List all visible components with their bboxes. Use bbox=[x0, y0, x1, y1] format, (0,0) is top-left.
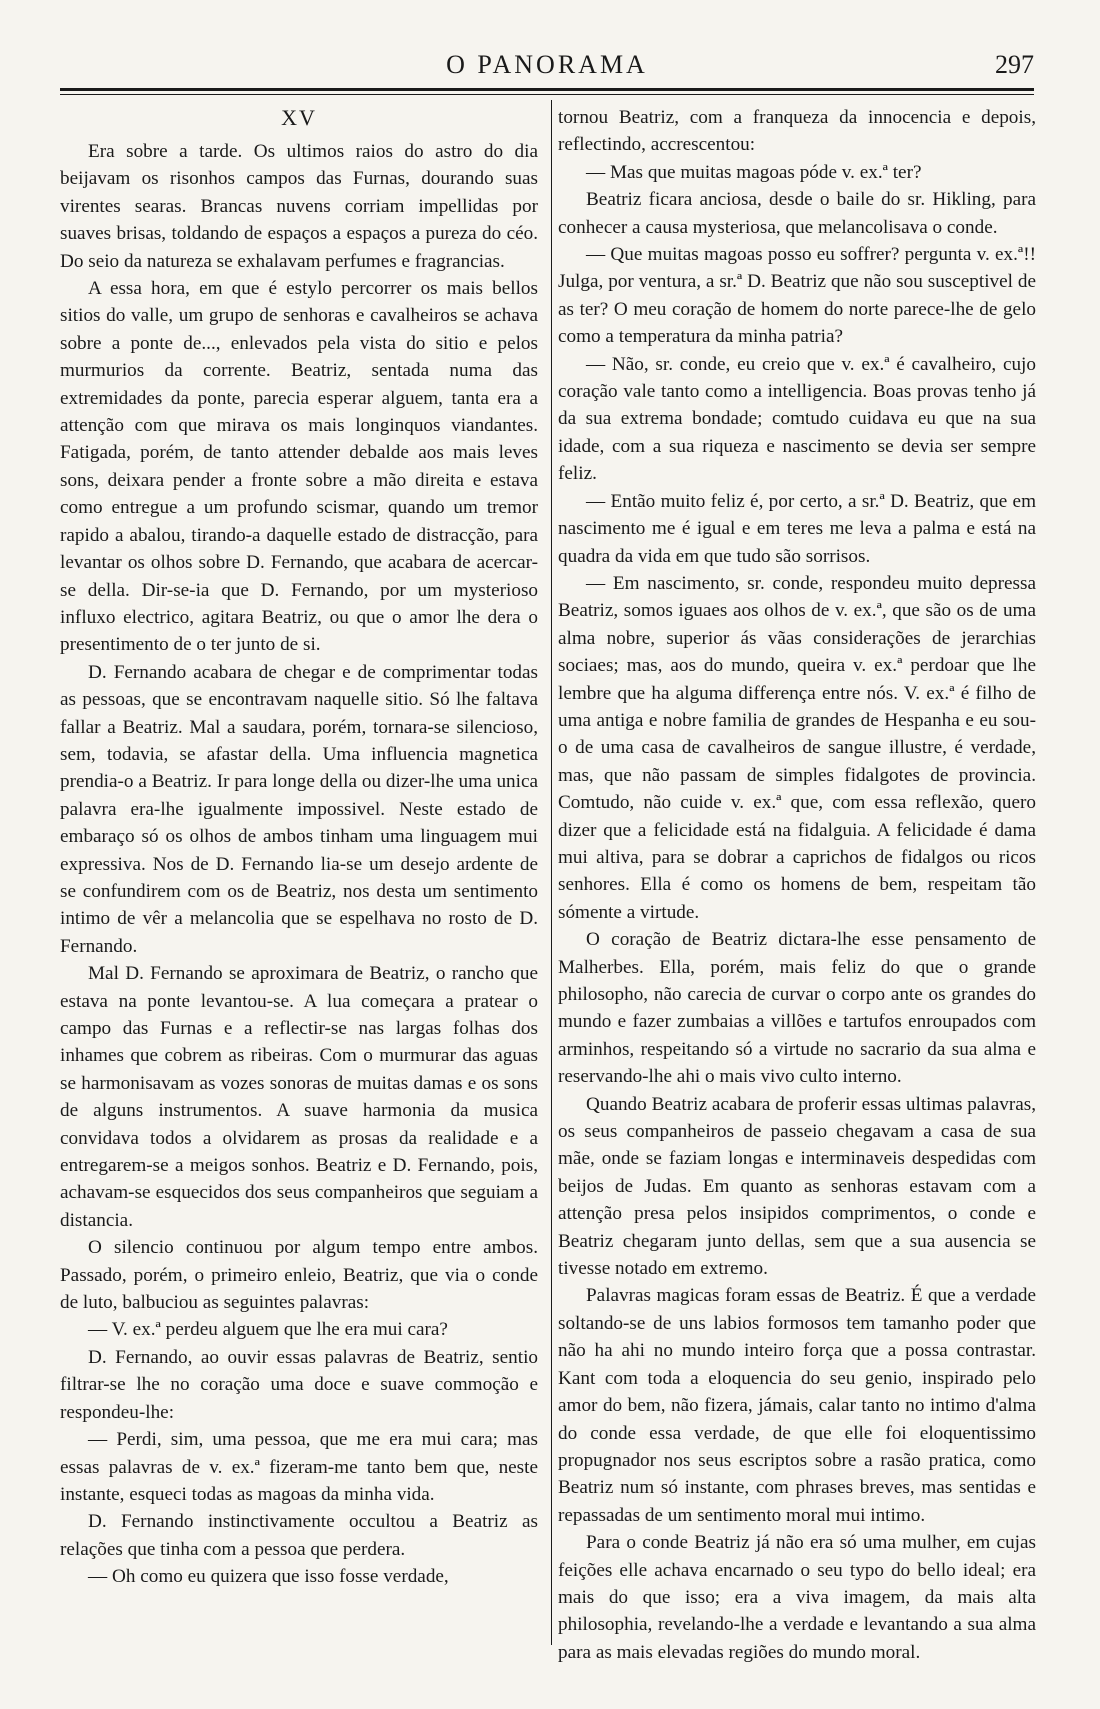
paragraph: Para o conde Beatriz já não era só uma mulher, em cujas feições elle achava encarnado o seu typo do bello ideal; era mais do que isso; era a viva imagem, da mais alta philosophia, revelando-lhe a verdade e levantando a sua alma para as mais elevadas regiões do mundo moral. bbox=[558, 1532, 1036, 1663]
header-rule-thick bbox=[60, 88, 1034, 91]
column-divider bbox=[551, 100, 552, 1645]
paragraph: O silencio continuou por algum tempo entre ambos. Passado, porém, o primeiro enleio, Beatriz, que via o conde de luto, balbuciou as seguintes palavras: bbox=[60, 1237, 538, 1314]
paragraph: Beatriz ficara anciosa, desde o baile do sr. Hikling, para conhecer a causa mysteriosa, que melancolisava o conde. bbox=[558, 189, 1036, 238]
header-rule-thin bbox=[60, 94, 1034, 95]
paragraph: D. Fernando, ao ouvir essas palavras de Beatriz, sentio filtrar-se lhe no coração uma doce e suave commoção e respondeu-lhe: bbox=[60, 1346, 538, 1423]
paragraph: — Oh como eu quizera que isso fosse verdade, bbox=[88, 1566, 449, 1588]
right-column bbox=[558, 104, 1036, 1666]
chapter-heading: XV bbox=[281, 105, 317, 130]
paragraph: — Em nascimento, sr. conde, respondeu muito depressa Beatriz, somos iguaes aos olhos de v. ex.ª, que são os de uma alma nobre, superior ás vãas considerações de jerarchias sociaes; mas, aos do mundo, queira v. ex.ª perdoar que lhe lembre que ha alguma differença entre nós. V. ex.ª é filho de uma antiga e nobre familia de grandes de Hespanha e eu sou-o de uma casa de cavalheiros de sangue illustre, é verdade, mas, que não passam de simples fidalgotes de provincia. Comtudo, não cuide v. ex.ª que, com essa reflexão, quero dizer que a felicidade está na fidalguia. A felicidade é dama mui altiva, para se dobrar a caprichos de fidalgos ou ricos senhores. Ella é como os homens de bem, respeitam tão sómente a virtude. bbox=[558, 572, 1036, 923]
left-column bbox=[60, 104, 538, 1591]
paragraph: Mal D. Fernando se aproximara de Beatriz, o rancho que estava na ponte levantou-se. A lua começara a pratear o campo das Furnas e a reflectir-se nas largas folhas dos inhames que cobrem as ribeiras. Com o murmurar das aguas se harmonisavam as vozes sonoras de muitas damas e os sons de alguns instrumentos. A suave harmonia da musica convidava todos a olvidarem as prosas da realidade e a entregarem-se a meigos sonhos. Beatriz e D. Fernando, pois, achavam-se esquecidos dos seus companheiros que seguiam a distancia. bbox=[60, 963, 538, 1231]
paragraph: tornou Beatriz, com a franqueza da innocencia e depois, reflectindo, accrescentou: bbox=[558, 107, 1036, 156]
paragraph: — V. ex.ª perdeu alguem que lhe era mui cara? bbox=[88, 1319, 448, 1341]
paragraph: A essa hora, em que é estylo percorrer os mais bellos sitios do valle, um grupo de senhoras e cavalheiros se achava sobre a ponte de..., enlevados pela vista do sitio e pelos murmurios da corrente. Beatriz, sentada numa das extremidades da ponte, parecia esperar alguem, tanta era a attenção com que mirava os mais longinquos viandantes. Fatigada, porém, de tanto attender debalde aos mais leves sons, deixara pender a fronte sobre a mão direita e estava como entregue a um profundo scismar, quando um tremor rapido a abalou, tirando-a daquelle estado de distracção, para levantar os olhos sobre D. Fernando, que acabara de acercar-se della. Dir-se-ia que D. Fernando, por um mysterioso influxo electrico, agitara Beatriz, ou que o amor lhe dera o presentimento de o ter junto de si. bbox=[60, 278, 538, 656]
publication-title: O PANORAMA bbox=[446, 50, 648, 79]
paragraph: — Então muito feliz é, por certo, a sr.ª D. Beatriz, que em nascimento me é igual e em teres me leva a palma e está na quadra da vida em que tudo são sorrisos. bbox=[558, 490, 1036, 567]
paragraph: — Que muitas magoas posso eu soffrer? pergunta v. ex.ª!! Julga, por ventura, a sr.ª D. Beatriz que não sou susceptivel de as ter? O meu coração de homem do norte parece-lhe de gelo como a temperatura da minha patria? bbox=[558, 244, 1036, 348]
paragraph: Quando Beatriz acabara de proferir essas ultimas palavras, os seus companheiros de passeio chegavam a casa de sua mãe, onde se faziam longas e interminaveis despedidas com beijos de Judas. Em quanto as senhoras estavam com a attenção presa pelos insipidos comprimentos, o conde e Beatriz chegaram junto dellas, sem que a sua ausencia se tivesse notado em extremo. bbox=[558, 1093, 1036, 1280]
paragraph: — Não, sr. conde, eu creio que v. ex.ª é cavalheiro, cujo coração vale tanto como a intelligencia. Boas provas tenho já da sua extrema bondade; comtudo cuidava eu que na sua idade, com a sua riqueza e nascimento se devia ser sempre feliz. bbox=[558, 353, 1036, 485]
paragraph: D. Fernando instinctivamente occultou a Beatriz as relações que tinha com a pessoa que perdera. bbox=[60, 1511, 538, 1560]
paragraph: O coração de Beatriz dictara-lhe esse pensamento de Malherbes. Ella, porém, mais feliz do que o grande philosopho, não carecia de curvar o corpo ante os grandes do mundo e fazer zumbaias a villões e tartufos enroupados com arminhos, respeitando só a virtude no sacrario da sua alma e reservando-lhe ahi o mais vivo culto interno. bbox=[558, 929, 1036, 1088]
paragraph: — Perdi, sim, uma pessoa, que me era mui cara; mas essas palavras de v. ex.ª fizeram-me tanto bem que, neste instante, esqueci todas as magoas da minha vida. bbox=[60, 1429, 538, 1505]
page-header bbox=[60, 44, 1034, 94]
page-number: 297 bbox=[995, 50, 1034, 79]
paragraph: — Mas que muitas magoas póde v. ex.ª ter? bbox=[586, 161, 922, 183]
paragraph: Palavras magicas foram essas de Beatriz. É que a verdade soltando-se de uns labios formosos tem tamanho poder que não ha ahi no mundo inteiro força que a possa contrastar. Kant com toda a eloquencia do seu genio, inspirado pelo amor do bem, não fizera, jámais, calar tanto no intimo d'alma do conde essa verdade, de que elle foi eloquentissimo propugnador nos seus escriptos sobre a rasão pratica, como Beatriz num só instante, com phrases breves, mas sentidas e repassadas de um sentimento moral mui intimo. bbox=[558, 1285, 1036, 1526]
paragraph: Era sobre a tarde. Os ultimos raios do astro do dia beijavam os risonhos campos das Furnas, dourando suas virentes searas. Brancas nuvens corriam impellidas por suaves brisas, toldando de espaços a espaços a pureza do céo. Do seio da natureza se exhalavam perfumes e fragrancias. bbox=[60, 141, 538, 272]
paragraph: D. Fernando acabara de chegar e de comprimentar todas as pessoas, que se encontravam naquelle sitio. Só lhe faltava fallar a Beatriz. Mal a saudara, porém, tornara-se silencioso, sem, todavia, se afastar della. Uma influencia magnetica prendia-o a Beatriz. Ir para longe della ou dizer-lhe uma unica palavra era-lhe igualmente impossivel. Neste estado de embaraço só os olhos de ambos tinham uma linguagem mui expressiva. Nos de D. Fernando lia-se um desejo ardente de se confundirem com os de Beatriz, nos desta um sentimento intimo de vêr a melancolia que se espelhava no rosto de D. Fernando. bbox=[60, 661, 538, 957]
